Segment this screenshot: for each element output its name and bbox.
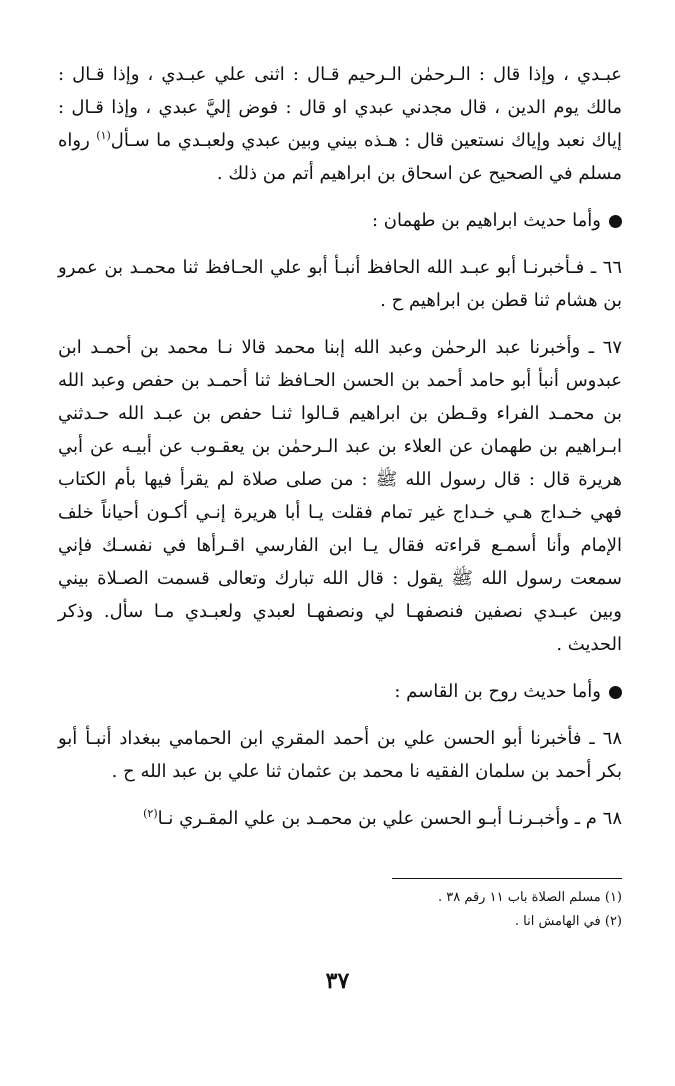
footnote-divider xyxy=(392,878,622,879)
paragraph-67: ٦٧ ـ وأخبرنا عبد الرحمٰن وعبد الله إبنا محمد قالا نـا محمد بن أحمـد ابن عبدوس أنبأ أبو حامد أحمد بن الحسن الحـافظ ثنا أحمـد بن حفص وعبد الله بن محمـد الفراء وقـطن بن ابراهيم قـالوا ثنـا حفص بن عبـد الله حـدثني ابـراهيم بن طهمان عن العلاء بن عبد الـرحمٰن بن يعقـوب عن أبيـه عن أبي هريرة قال : قال رسول الله ﷺ : من صلى صلاة لم يقرأ فيها بأم الكتاب فهي خـداج هـي خـداج غير تمام فقلت يـا أبا هريرة إنـي أكـون أحياناً خلف الإمام وأنا أسمـع قراءته فقال يـا ابن الفارسي اقـرأها في نفسـك فإني سمعت رسول الله ﷺ يقول : قال الله تبارك وتعالى قسمت الصـلاة بيني وبين عبـدي نصفين فنصفهـا لي ونصفهـا لعبدي ولعبـدي مـا سأل. وذكر الحديث . xyxy=(58,337,622,655)
page-number: ٣٧ xyxy=(325,968,350,994)
footnote-ref-1: (١) xyxy=(96,129,111,142)
section-heading-rawh-text: وأما حديث روح بن القاسم : xyxy=(394,681,601,702)
paragraph-68: ٦٨ ـ فأخبرنا أبو الحسن علي بن أحمد المقري ابن الحمامي ببغداد أنبـأ أبو بكر أحمد بن سلمان الفقيه نا محمد بن عثمان ثنا علي بن عبد الله ح . xyxy=(58,728,622,782)
footnote-ref-2: (٢) xyxy=(143,807,158,820)
bullet-icon xyxy=(609,686,622,699)
paragraph-hadith-text-tail: رواه مسلم في الصحيح عن اسحاق بن ابراهيم أتم من ذلك . xyxy=(58,130,622,184)
paragraph-hadith-text xyxy=(58,58,622,190)
footnote-1: (١) مسلم الصلاة باب ١١ رقم ٣٨ . xyxy=(437,890,622,905)
section-heading-rawh xyxy=(58,675,622,708)
paragraph-68m-text: ٦٨ م ـ وأخبـرنـا أبـو الحسن علي بن محمـد بن علي المقـري نـا xyxy=(157,808,622,829)
paragraph-66: ٦٦ ـ فـأخبرنـا أبو عبـد الله الحافظ أنبـأ أبو علي الحـافظ ثنا محمـد بن عمرو بن هشام ثنا قطن بن ابراهيم ح . xyxy=(58,257,622,311)
section-heading-ibrahim xyxy=(58,204,622,237)
footnotes xyxy=(202,886,622,934)
section-heading-ibrahim-text: وأما حديث ابراهيم بن طهمان : xyxy=(371,210,601,231)
bullet-icon xyxy=(609,215,622,228)
footnote-2: (٢) في الهامش انا . xyxy=(514,914,622,929)
paragraph-68m xyxy=(58,802,622,835)
paragraph-hadith-text-main: عبـدي ، وإذا قال : الـرحمٰن الـرحيم قـال : اثنى علي عبـدي ، وإذا قـال : مالك يوم الدين ، قال مجدني عبدي او قال : فوض إليَّ عبدي ، وإذا قـال : إياك نعبد وإياك نستعين قال : هـذه بيني وبين عبدي ولعبـدي ما سـأل xyxy=(58,64,622,151)
page-body xyxy=(58,58,622,849)
